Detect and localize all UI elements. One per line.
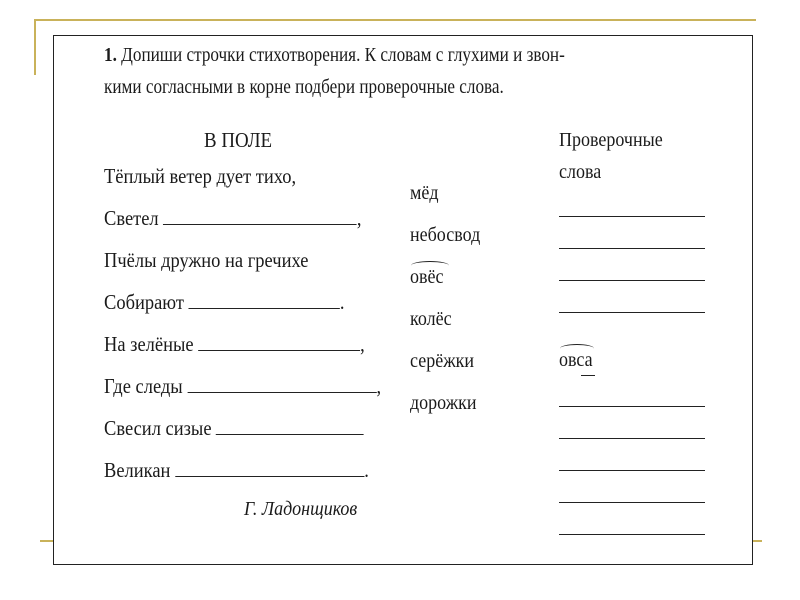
check-word-example: овса bbox=[559, 349, 593, 371]
fill-blank[interactable] bbox=[175, 460, 364, 477]
poem-title: В ПОЛЕ bbox=[204, 128, 273, 152]
check-word-blank[interactable] bbox=[559, 280, 705, 281]
poem-line-1: Тёплый ветер дует тихо, bbox=[104, 164, 297, 188]
slide-frame-top bbox=[34, 19, 756, 21]
check-word-blank[interactable] bbox=[559, 502, 705, 503]
poem-line-3: Пчёлы дружно на гречихе bbox=[104, 248, 309, 272]
check-word-blank[interactable] bbox=[559, 406, 705, 407]
task-instruction bbox=[104, 40, 667, 104]
fill-blank[interactable] bbox=[187, 376, 376, 393]
poem-line-8: Великан . bbox=[104, 458, 369, 482]
word-item: мёд bbox=[410, 182, 439, 204]
fill-blank[interactable] bbox=[163, 208, 357, 225]
poem-line-6: Где следы , bbox=[104, 374, 382, 398]
poem-line-7: Свесил сизые bbox=[104, 416, 364, 441]
task-number: 1. bbox=[104, 45, 117, 66]
fill-blank[interactable] bbox=[189, 292, 340, 309]
word-item: овёс bbox=[410, 266, 444, 288]
poem-line-2: Светел , bbox=[104, 206, 362, 230]
check-word-blank[interactable] bbox=[559, 248, 705, 249]
fill-blank[interactable] bbox=[216, 418, 364, 435]
poem-line-4: Собирают . bbox=[104, 290, 345, 314]
task-text: Допиши строчки стихотворения. К словам с глухими и звон- кими согласными в корне подбери проверочные слова. bbox=[104, 45, 565, 98]
slide-frame-left bbox=[34, 19, 36, 75]
poem-author: Г. Ладонщиков bbox=[244, 498, 358, 520]
check-word-blank[interactable] bbox=[559, 312, 705, 313]
check-word-blank[interactable] bbox=[559, 470, 705, 471]
ending-underline-mark bbox=[581, 375, 595, 376]
worksheet bbox=[53, 35, 753, 565]
check-word-blank[interactable] bbox=[559, 534, 705, 535]
word-item: серёжки bbox=[410, 350, 475, 372]
word-item: дорожки bbox=[410, 392, 477, 414]
word-item: колёс bbox=[410, 308, 452, 330]
check-word-blank[interactable] bbox=[559, 438, 705, 439]
fill-blank[interactable] bbox=[198, 334, 360, 351]
poem-line-5: На зелёные , bbox=[104, 332, 365, 356]
word-item: небосвод bbox=[410, 224, 481, 246]
check-words-header: Проверочные слова bbox=[559, 129, 663, 183]
check-word-blank[interactable] bbox=[559, 216, 705, 217]
